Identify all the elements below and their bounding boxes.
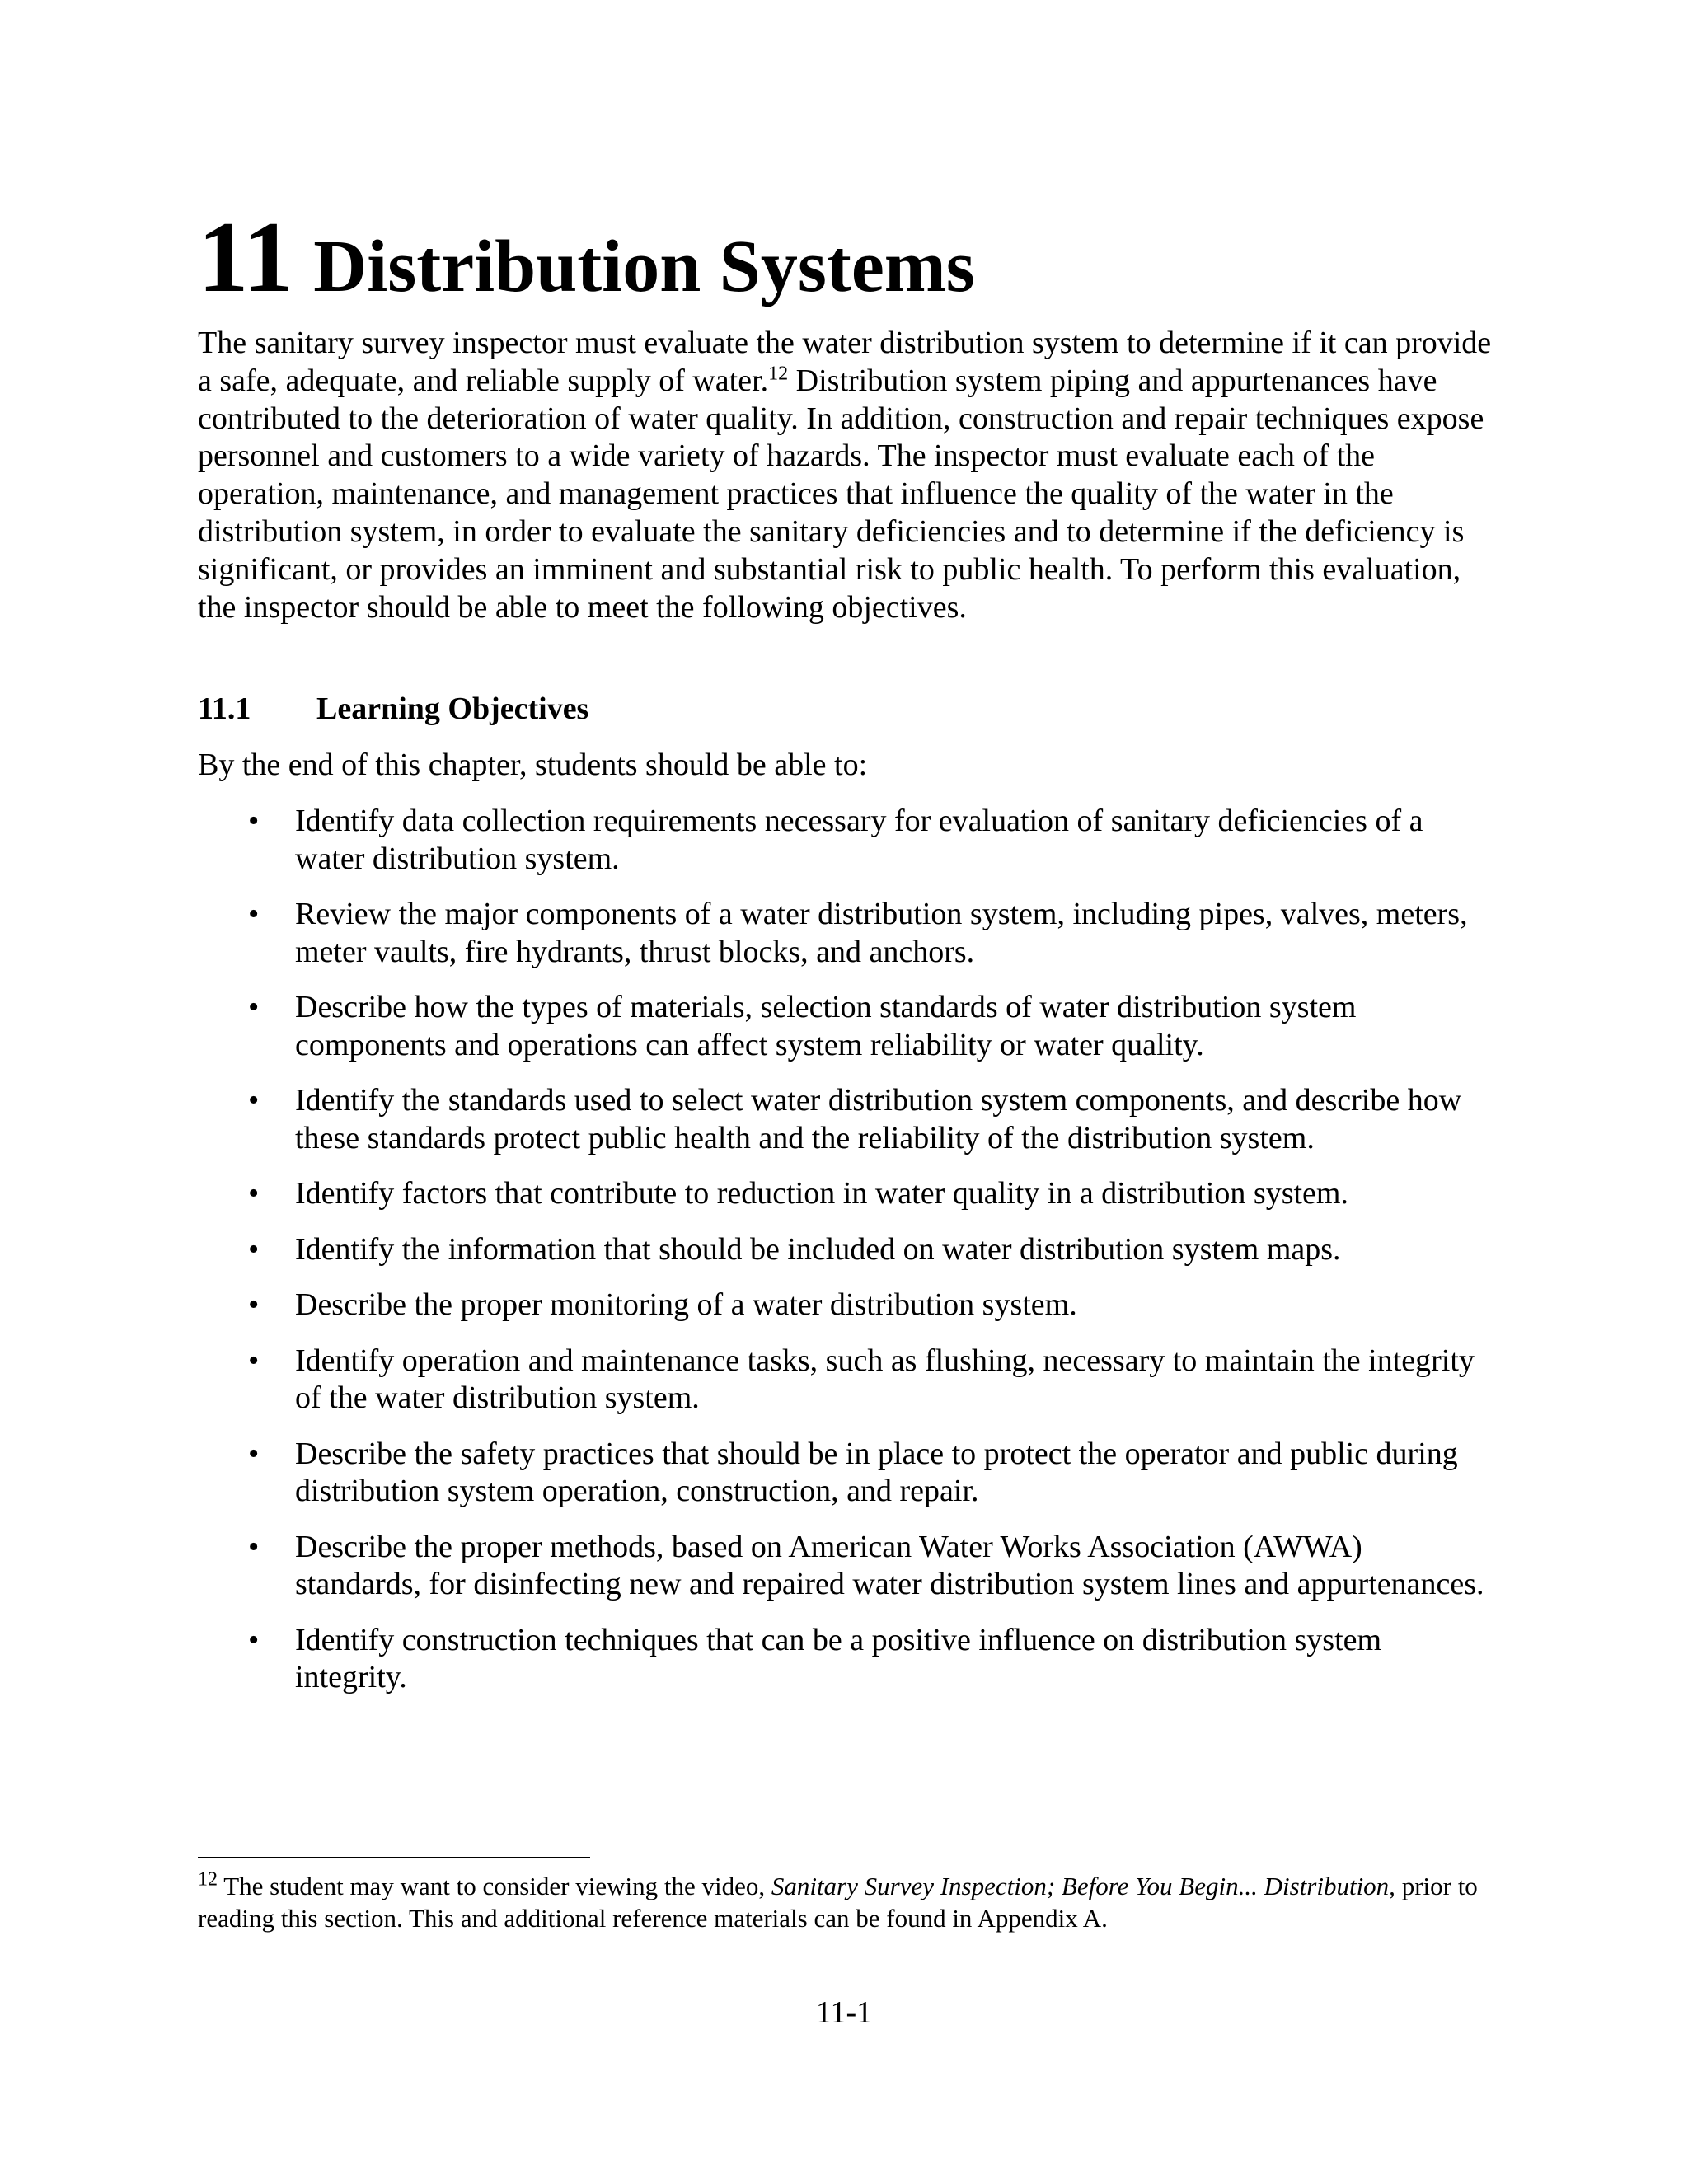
footnote (198, 1868, 1492, 1934)
chapter-number: 11 (198, 200, 294, 313)
intro-paragraph (198, 325, 1492, 626)
objective-text: Describe the proper monitoring of a water distribution system. (295, 1287, 1077, 1322)
bullet-icon: • (248, 1529, 260, 1564)
bullet-icon: • (248, 897, 260, 931)
bullet-icon: • (248, 1231, 260, 1267)
objective-text: Identify the information that should be included on water distribution system maps. (295, 1231, 1341, 1267)
intro-text-after-ref: Distribution system piping and appurtenances have contributed to the deterioration of water quality. In addition, construction and repair techniques expose personnel and customers to a wide variety of hazards. The inspector must evaluate each of the operation, maintenance, and management practices that influence the quality of the water in the distribution system, in order to evaluate the sanitary deficiencies and to determine if the deficiency is significant, or provides an imminent and substantial risk to public health. To perform this evaluation, the inspector should be able to meet the following objectives. (198, 363, 1484, 625)
footnote-separator (198, 1857, 590, 1858)
footnote-text-after-title: prior to reading this section. This and additional reference materials can be found in Appendix A. (198, 1872, 1478, 1933)
objective-text: Identify construction techniques that can be a positive influence on distribution system integrity. (295, 1622, 1382, 1694)
footnote-marker: 12 (198, 1868, 218, 1891)
objective-text: Describe how the types of materials, selection standards of water distribution system components and operations can affect system reliability or water quality. (295, 990, 1357, 1062)
chapter-heading (198, 200, 975, 313)
bullet-icon: • (248, 1343, 260, 1378)
objective-item (198, 989, 1492, 1064)
objective-item (198, 1622, 1492, 1697)
objective-item (198, 1436, 1492, 1511)
bullet-icon: • (248, 1083, 260, 1118)
objectives-lead-in: By the end of this chapter, students should be able to: (198, 748, 868, 782)
footnote-video-title: Sanitary Survey Inspection; Before You Begin... Distribution, (771, 1872, 1395, 1900)
chapter-title: Distribution Systems (313, 226, 975, 307)
page-number: 11-1 (815, 1995, 873, 2030)
objective-item (198, 1529, 1492, 1604)
objective-text: Identify operation and maintenance tasks, such as flushing, necessary to maintain the integrity of the water distribution system. (295, 1343, 1475, 1415)
objective-item (198, 896, 1492, 971)
objectives-list (198, 803, 1492, 1715)
objective-item (198, 1175, 1492, 1213)
objective-text: Review the major components of a water distribution system, including pipes, valves, meters, meter vaults, fire hydrants, thrust blocks, and anchors. (295, 897, 1468, 969)
objective-item (198, 803, 1492, 878)
objective-text: Identify the standards used to select water distribution system components, and describe how these standards protect public health and the reliability of the distribution system. (295, 1083, 1462, 1155)
bullet-icon: • (248, 1436, 260, 1471)
bullet-icon: • (248, 804, 260, 838)
footnote-text-before-title: The student may want to consider viewing the video, (223, 1872, 766, 1900)
objective-item (198, 1082, 1492, 1157)
objective-item (198, 1231, 1492, 1269)
objective-text: Identify data collection requirements necessary for evaluation of sanitary deficiencies of a water distribution system. (295, 804, 1423, 876)
intro-text-before-ref: The sanitary survey inspector must evaluate the water distribution system to determine if it can provide a safe, adequate, and reliable supply of water. (198, 326, 1492, 398)
objective-text: Describe the safety practices that should be in place to protect the operator and public during distribution system operation, construction, and repair. (295, 1436, 1458, 1508)
section-number: 11.1 (198, 691, 251, 726)
footnote-reference[interactable]: 12 (768, 363, 789, 385)
objective-item (198, 1343, 1492, 1418)
bullet-icon: • (248, 990, 260, 1024)
section-title: Learning Objectives (316, 691, 589, 726)
objective-text: Identify factors that contribute to reduction in water quality in a distribution system. (295, 1176, 1348, 1211)
bullet-icon: • (248, 1176, 260, 1211)
objective-text: Describe the proper methods, based on American Water Works Association (AWWA) standards, for disinfecting new and repaired water distribution system lines and appurtenances. (295, 1529, 1484, 1601)
section-heading (198, 691, 588, 728)
bullet-icon: • (248, 1287, 260, 1322)
bullet-icon: • (248, 1622, 260, 1657)
objective-item (198, 1286, 1492, 1324)
